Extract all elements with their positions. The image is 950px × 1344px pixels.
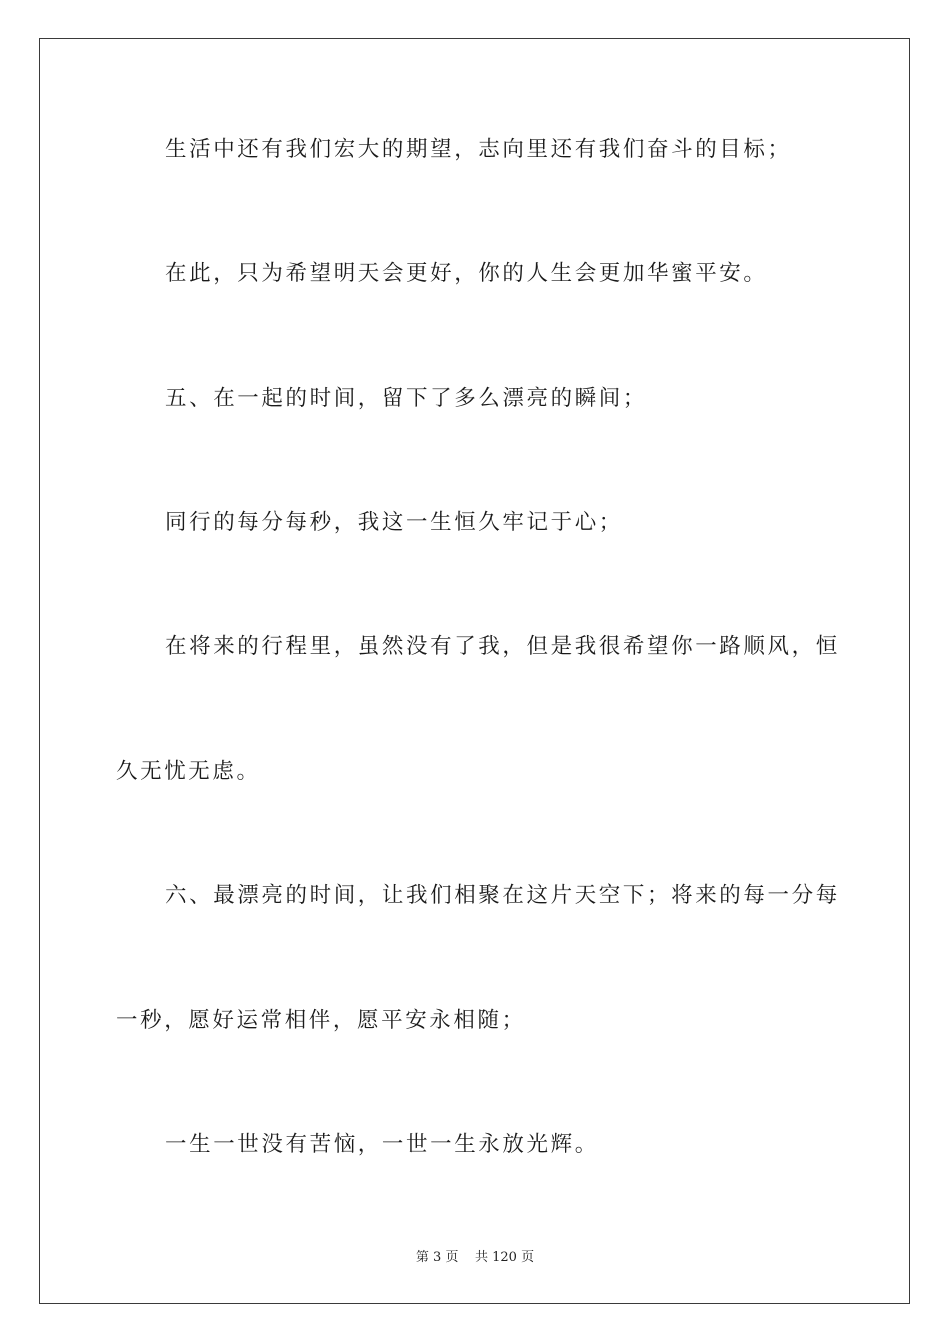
paragraph-line-1: 生活中还有我们宏大的期望，志向里还有我们奋斗的目标； — [165, 137, 792, 162]
paragraph-line-7: 六、最漂亮的时间，让我们相聚在这片天空下；将来的每一分每 — [165, 883, 840, 908]
paragraph-line-3: 五、在一起的时间，留下了多么漂亮的瞬间； — [165, 386, 648, 411]
paragraph-line-2: 在此，只为希望明天会更好，你的人生会更加华蜜平安。 — [165, 261, 768, 286]
paragraph-line-6: 久无忧无虑。 — [116, 759, 261, 784]
paragraph-line-5: 在将来的行程里，虽然没有了我，但是我很希望你一路顺风，恒 — [165, 634, 840, 659]
page-border — [39, 38, 910, 1304]
paragraph-line-8: 一秒，愿好运常相伴，愿平安永相随； — [116, 1008, 526, 1033]
page-number-footer: 第 3 页 共 120 页 — [415, 1250, 535, 1265]
paragraph-line-9: 一生一世没有苦恼，一世一生永放光辉。 — [165, 1132, 599, 1157]
paragraph-line-4: 同行的每分每秒，我这一生恒久牢记于心； — [165, 510, 623, 535]
